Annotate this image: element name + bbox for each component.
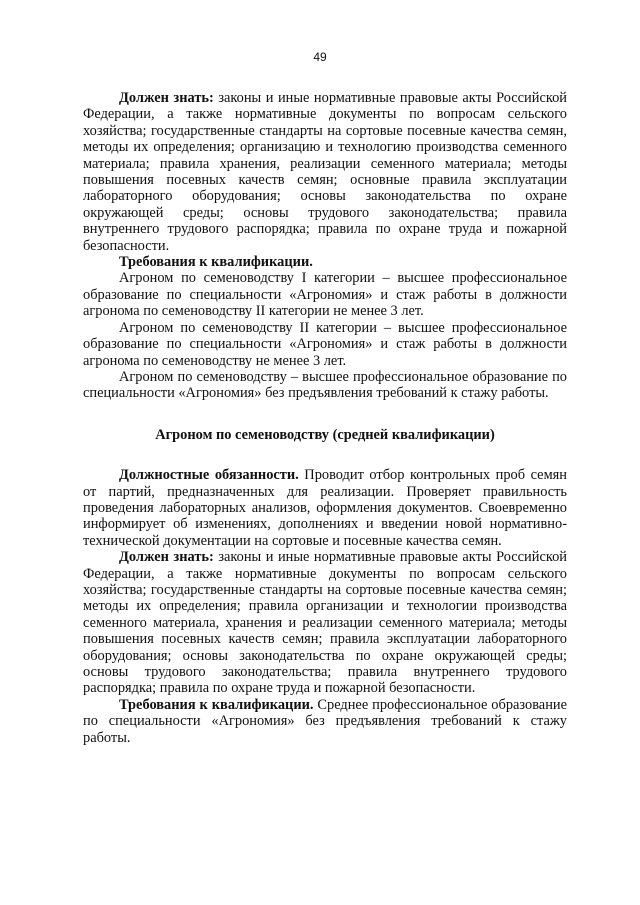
must-know-paragraph-2: [83, 549, 567, 697]
qualification-base: Агроном по семеноводству – высшее профессиональное образование по специальности «Агрономия» без предъявления требований к стажу работы.: [83, 368, 567, 402]
duties-paragraph: [83, 467, 567, 549]
page-number: 49: [313, 50, 327, 64]
must-know-label-2: Должен знать:: [119, 549, 214, 566]
section-title: Агроном по семеноводству (средней квалификации): [155, 426, 495, 443]
qualification-paragraph-2: [83, 697, 567, 746]
qualification-category-1: Агроном по семеноводству I категории – высшее профессиональное образование по специальности «Агрономия» и стаж работы в должности агронома по семеноводству II категории не менее 3 лет.: [83, 270, 567, 320]
qualification-label-2: Требования к квалификации.: [119, 696, 314, 713]
qualification-text-2: Среднее профессиональное образование по специальности «Агрономия» без предъявления требований к стажу работы.: [83, 696, 567, 746]
must-know-paragraph: [83, 90, 567, 254]
qualification-heading: Требования к квалификации.: [119, 254, 313, 271]
document-body: [83, 90, 567, 746]
qualification-category-2: Агроном по семеноводству II категории – высшее профессиональное образование по специальности «Агрономия» и стаж работы в должности агронома по семеноводству не менее 3 лет.: [83, 319, 567, 369]
must-know-text: законы и иные нормативные правовые акты Российской Федерации, а также нормативные документы по вопросам сельского хозяйства; государственные стандарты на сортовые посевные качества семян, методы их определения; организацию и технологию производства семенного материала; правила хранения, реализации семенного материала; методы повышения посевных качеств семян; основные правила эксплуатации лабораторного оборудования; основы законодательства по охране окружающей среды; основы трудового законодательства; правила внутреннего трудового распорядка; правила по охране труда и пожарной безопасности.: [83, 90, 567, 254]
duties-text: Проводит отбор контрольных проб семян от партий, предназначенных для реализации. Проверяет правильность проведения лабораторных анализов, оформления документов. Своевременно информирует об изменениях, дополнениях и введении новой нормативно-технической документации на сортовые и посевные качества семян.: [83, 467, 567, 549]
must-know-label: Должен знать:: [119, 90, 214, 106]
must-know-text-2: законы и иные нормативные правовые акты Российской Федерации, а также нормативные документы по вопросам сельского хозяйства; государственные стандарты на сортовые посевные качества семян; методы их определения; правила организации и технологии производства семенного материала, хранения и реализации семенного материала; методы повышения посевных качеств семян; правила эксплуатации лабораторного оборудования; основы законодательства по охране окружающей среды; основы трудового законодательства; правила внутреннего трудового распорядка; правила по охране труда и пожарной безопасности.: [83, 549, 567, 697]
duties-label: Должностные обязанности.: [119, 467, 299, 484]
